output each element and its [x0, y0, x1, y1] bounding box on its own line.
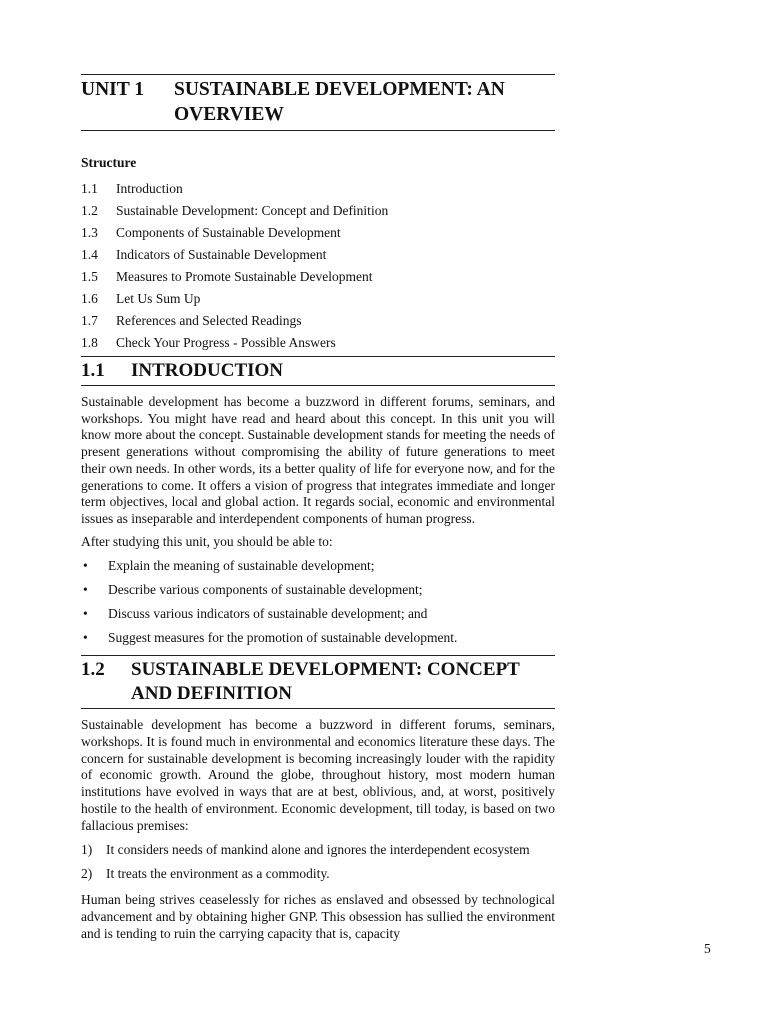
section2-bottom-rule: [81, 708, 555, 709]
unit-heading: [81, 75, 555, 127]
toc-item: [81, 266, 555, 288]
toc-item-number: 1.8: [81, 335, 98, 350]
toc-item-number: 1.7: [81, 313, 98, 328]
section2-heading: [81, 656, 555, 708]
unit-title-line2: OVERVIEW: [174, 104, 284, 125]
list-item: [81, 554, 555, 578]
toc-item-number: 1.4: [81, 247, 98, 262]
list-item-text: Discuss various indicators of sustainable development; and: [108, 606, 428, 622]
structure-list: [81, 178, 555, 354]
section2-title: [131, 658, 555, 706]
toc-item: [81, 222, 555, 244]
objectives-list: [81, 554, 555, 650]
list-item: [81, 578, 555, 602]
list-item: [81, 862, 555, 886]
unit-number: UNIT 1: [81, 79, 145, 100]
section1-objectives-intro: After studying this unit, you should be able to:: [81, 533, 333, 549]
list-item-number: 2): [81, 866, 93, 882]
unit-heading-rule: [81, 130, 555, 131]
toc-item: [81, 178, 555, 200]
toc-item: [81, 200, 555, 222]
list-item: [81, 602, 555, 626]
section2-title-line2: AND DEFINITION: [131, 683, 292, 705]
list-item-text: Suggest measures for the promotion of sustainable development.: [108, 630, 458, 646]
section1-heading: [81, 357, 555, 385]
list-item: [81, 626, 555, 650]
toc-item: [81, 288, 555, 310]
bullet-icon: •: [83, 630, 88, 646]
list-item-text: It treats the environment as a commodity.: [106, 866, 330, 882]
section2-paragraph: Sustainable development has become a buzzword in different forums, seminars, workshops. It is found much in environmental and economics literature these days. The concern for sustainable development is becoming increasingly louder with the rapidity of economic growth. Around the globe, throughout history, most modern human institutions have evolved in ways that are at best, oblivious, and, at worst, positively hostile to the health of environment. Economic development, till today, is based on two fallacious premises:: [81, 717, 555, 833]
toc-item-number: 1.5: [81, 269, 98, 284]
bullet-icon: •: [83, 558, 88, 574]
toc-item: [81, 244, 555, 266]
section1-number: 1.1: [81, 360, 105, 381]
toc-item-label: References and Selected Readings: [116, 313, 302, 328]
section1-title: INTRODUCTION: [131, 360, 284, 381]
premises-list: [81, 838, 555, 886]
toc-item-label: Check Your Progress - Possible Answers: [116, 335, 336, 350]
toc-item: [81, 310, 555, 332]
section2-number: 1.2: [81, 659, 105, 681]
toc-item: [81, 332, 555, 354]
list-item-text: Explain the meaning of sustainable development;: [108, 558, 375, 574]
section2-title-line1: SUSTAINABLE DEVELOPMENT: CONCEPT: [131, 659, 520, 681]
toc-item-label: Measures to Promote Sustainable Development: [116, 269, 373, 284]
unit-title: [174, 77, 555, 127]
section1-bottom-rule: [81, 385, 555, 386]
toc-item-label: Let Us Sum Up: [116, 291, 201, 306]
page-number: 5: [704, 941, 711, 956]
toc-item-label: Sustainable Development: Concept and Definition: [116, 203, 389, 218]
toc-item-number: 1.2: [81, 203, 98, 218]
toc-item-number: 1.1: [81, 181, 98, 196]
section1-paragraph: Sustainable development has become a buzzword in different forums, seminars, and workshops. You might have read and heard about this concept. In this unit you will know more about the concept. Sustainable development stands for meeting the needs of present generations without compromising the ability of future generations to meet their own needs. In other words, its a better quality of life for everyone now, and for the generations to come. It offers a vision of progress that integrates immediate and longer term objectives, local and global action. It regards social, economic and environmental issues as inseparable and interdependent components of human progress.: [81, 394, 555, 526]
toc-item-label: Introduction: [116, 181, 183, 196]
structure-heading: Structure: [81, 155, 137, 170]
toc-item-label: Indicators of Sustainable Development: [116, 247, 327, 262]
bullet-icon: •: [83, 582, 88, 598]
toc-item-number: 1.6: [81, 291, 98, 306]
bullet-icon: •: [83, 606, 88, 622]
unit-title-line1: SUSTAINABLE DEVELOPMENT: AN: [174, 79, 505, 100]
list-item-text: Describe various components of sustainable development;: [108, 582, 423, 598]
section2-paragraph-2: Human being strives ceaselessly for riches as enslaved and obsessed by technological advancement and by obtaining higher GNP. This obsession has sullied the environment and is tending to ruin the carrying capacity that is, capacity: [81, 892, 555, 941]
list-item: [81, 838, 555, 862]
list-item-text: It considers needs of mankind alone and ignores the interdependent ecosystem: [106, 842, 530, 858]
document-page: [81, 74, 555, 942]
list-item-number: 1): [81, 842, 93, 858]
toc-item-number: 1.3: [81, 225, 98, 240]
toc-item-label: Components of Sustainable Development: [116, 225, 341, 240]
